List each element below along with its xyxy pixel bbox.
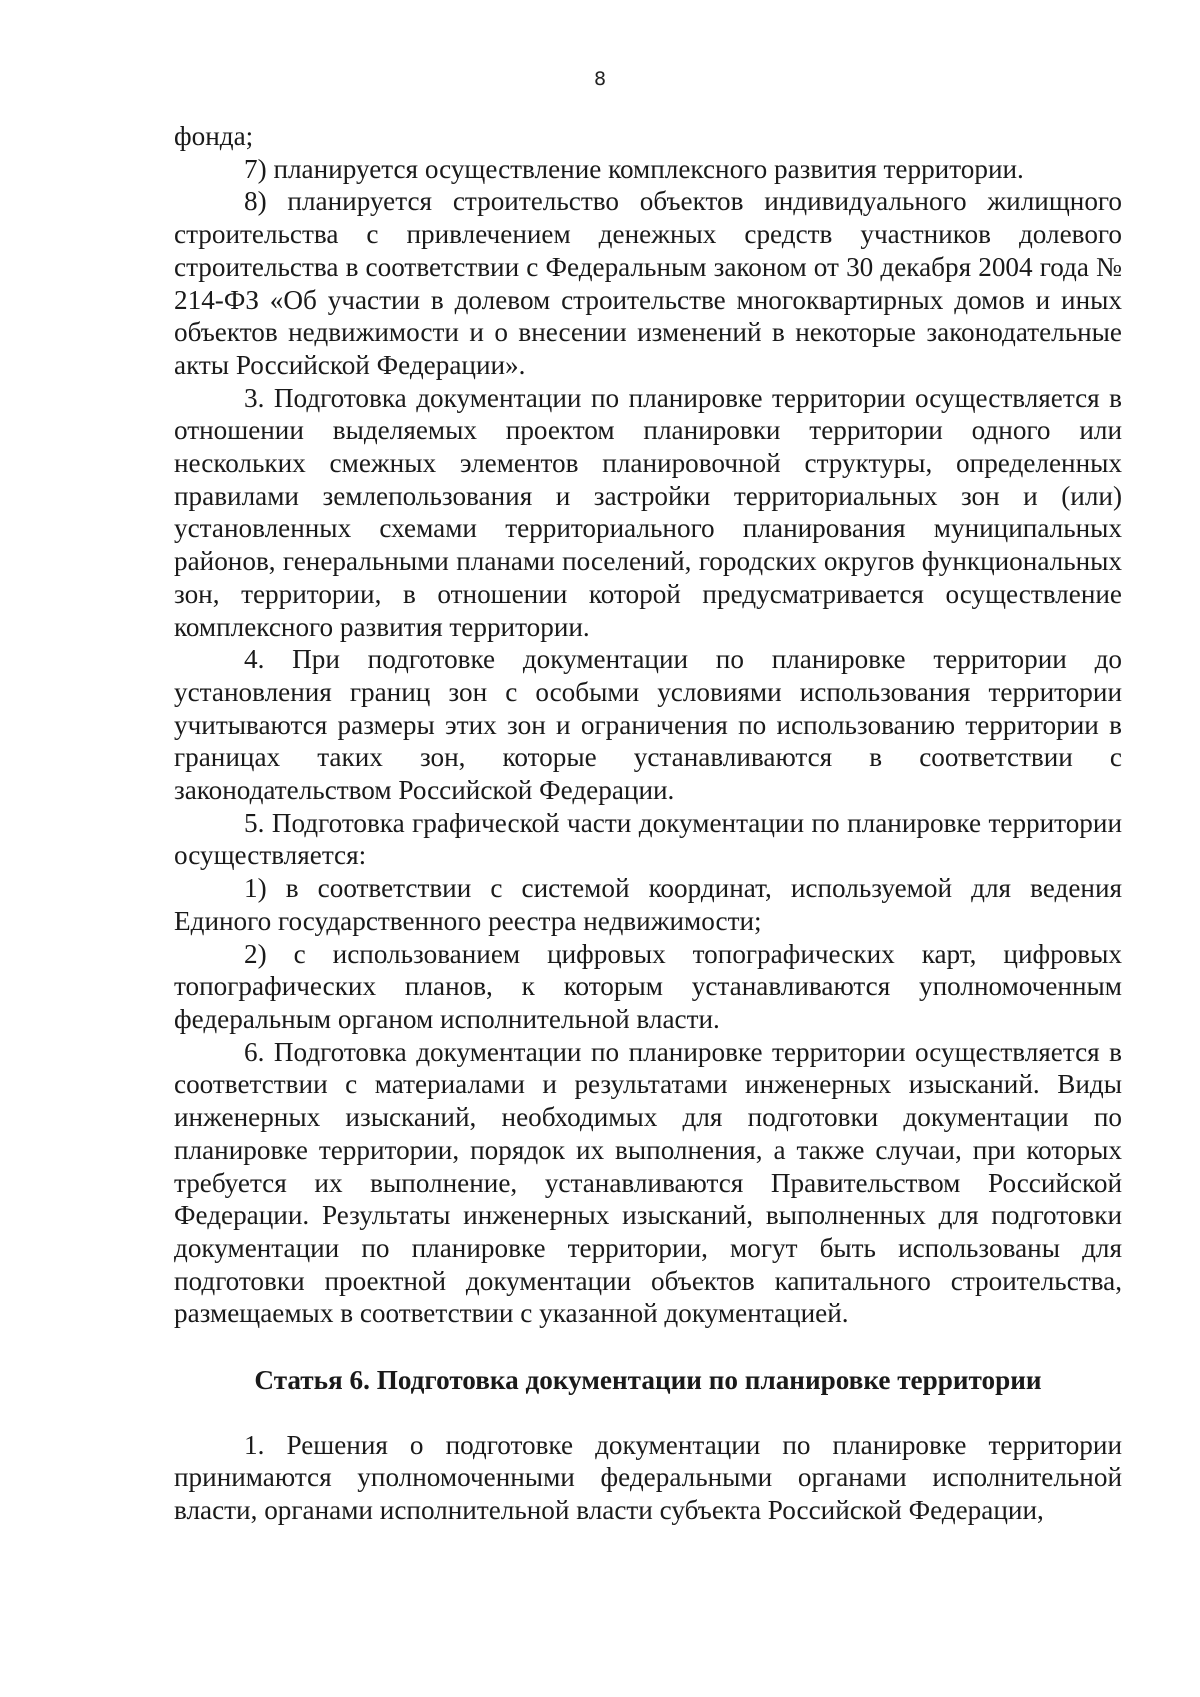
document-body	[174, 120, 1122, 1527]
paragraph-6: 6. Подготовка документации по планировке территории осуществляется в соответствии с материалами и результатами инженерных изысканий. Виды инженерных изысканий, необходимых для подготовки документации по планировке территории, порядок их выполнения, а также случаи, при которых требуется их выполнение, устанавливаются Правительством Российской Федерации. Результаты инженерных изысканий, выполненных для подготовки документации по планировке территории, могут быть использованы для подготовки проектной документации объектов капитального строительства, размещаемых в соответствии с указанной документацией.	[174, 1036, 1122, 1329]
list-item-5-2: 2) с использованием цифровых топографических карт, цифровых топографических планов, к которым устанавливаются уполномоченным федеральным органом исполнительной власти.	[174, 938, 1122, 1034]
list-item-8: 8) планируется строительство объектов индивидуального жилищного строительства с привлечением денежных средств участников долевого строительства в соответствии с Федеральным законом от 30 декабря 2004 года № 214-ФЗ «Об участии в долевом строительстве многоквартирных домов и иных объектов недвижимости и о внесении изменений в некоторые законодательные акты Российской Федерации».	[174, 186, 1122, 380]
list-item-7: 7) планируется осуществление комплексного развития территории.	[244, 153, 1024, 184]
article-heading: Статья 6. Подготовка документации по планировке территории	[254, 1365, 1042, 1396]
page-number: 8	[593, 68, 607, 90]
paragraph-5: 5. Подготовка графической части документации по планировке территории осуществляется:	[174, 807, 1122, 871]
list-item-5-1: 1) в соответствии с системой координат, используемой для ведения Единого государственного реестра недвижимости;	[174, 873, 1122, 936]
paragraph-3: 3. Подготовка документации по планировке территории осуществляется в отношении выделяемых проектом планировки территории одного или нескольких смежных элементов планировочной структуры, определенных правилами землепользования и застройки территориальных зон и (или) установленных схемами территориального планирования муниципальных районов, генеральными планами поселений, городских округов функциональных зон, территории, в отношении которой предусматривается осуществление комплексного развития территории.	[174, 382, 1122, 642]
paragraph-4: 4. При подготовке документации по планировке территории до установления границ зон с особыми условиями использования территории учитываются размеры этих зон и ограничения по использованию территории в границах таких зон, которые устанавливаются в соответствии с законодательством Российской Федерации.	[174, 644, 1122, 806]
article-6-paragraph-1: 1. Решения о подготовке документации по планировке территории принимаются уполномоченными федеральными органами исполнительной власти, органами исполнительной власти субъекта Российской Федерации,	[174, 1429, 1122, 1526]
paragraph-fonda: фонда;	[174, 121, 254, 151]
